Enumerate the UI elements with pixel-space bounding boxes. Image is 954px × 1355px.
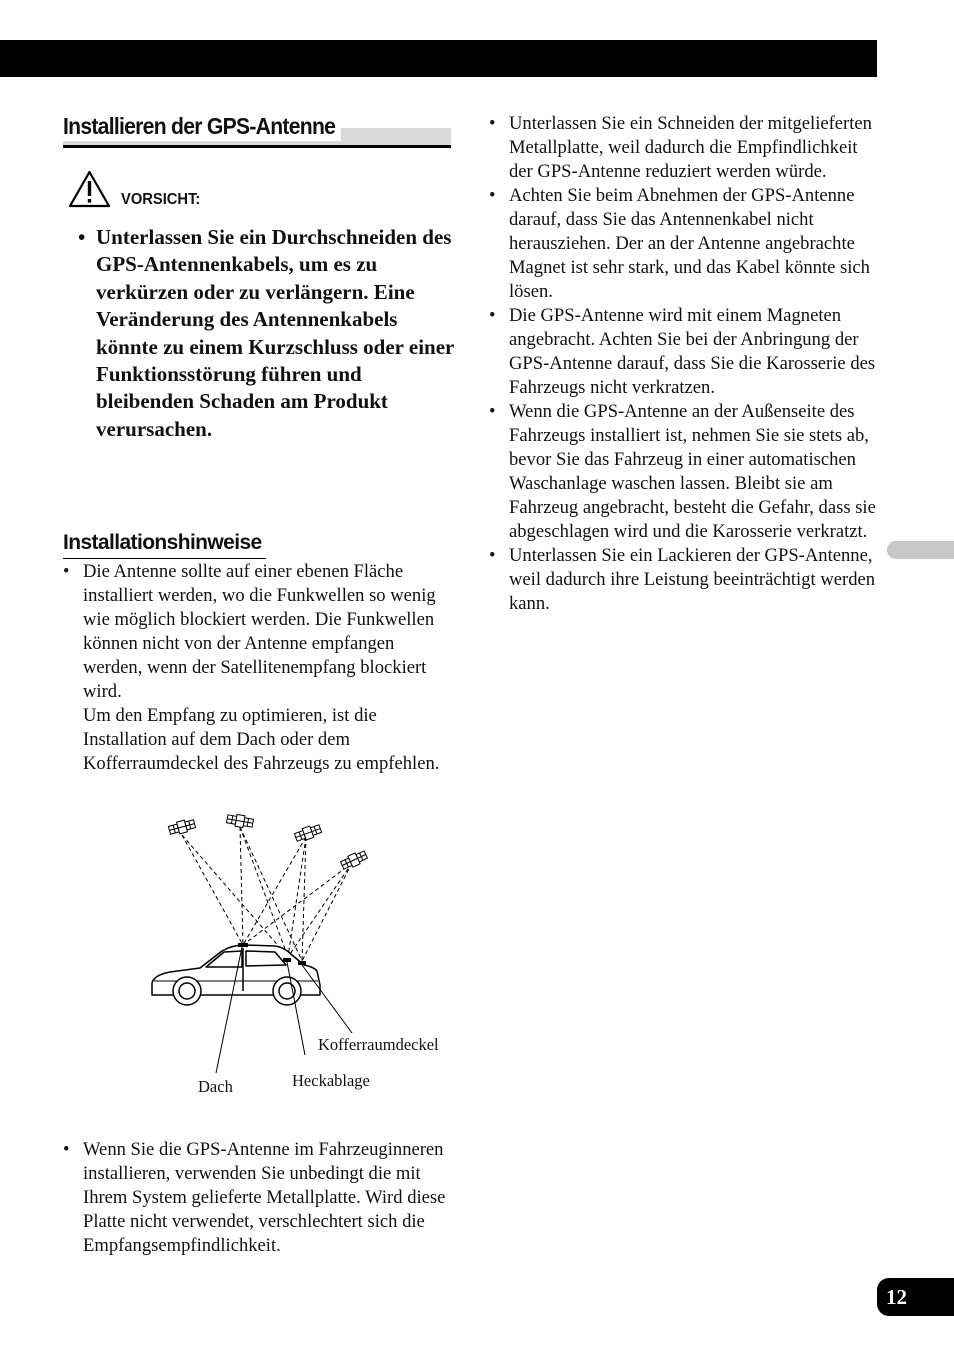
precaution-item: • Unterlassen Sie ein Lackieren der GPS-Antenne, weil dadurch ihre Leistung beeinträchtigt werden kann. — [489, 544, 881, 616]
car-satellite-illustration — [140, 805, 460, 1110]
caution-label: VORSICHT: — [121, 191, 201, 208]
label-trunk-lid: Kofferraumdeckel — [318, 1035, 439, 1054]
warning-triangle-icon — [68, 170, 111, 208]
label-roof: Dach — [198, 1077, 233, 1096]
caution-list — [78, 224, 458, 443]
antenna-placement-figure — [140, 805, 460, 1110]
label-rear-shelf: Heckablage — [292, 1071, 370, 1090]
caution-item: • Unterlassen Sie ein Durchschneiden des GPS-Antennenkabels, um es zu verkürzen oder zu verlängern. Eine Veränderung des Antennenkabels könnte zu einem Kurzschluss oder einer Funktionsstörung führen und bleibenden Schaden am Produkt verursachen. — [78, 224, 458, 443]
hint-item — [63, 560, 448, 776]
section-heading — [63, 110, 451, 148]
precaution-item: • Achten Sie beim Abnehmen der GPS-Antenne darauf, dass Sie das Antennenkabel nicht herausziehen. Der an der Antenne angebrachte Magnet ist sehr stark, und das Kabel könnte sich lösen. — [489, 184, 881, 304]
section-tab — [887, 541, 954, 559]
precaution-item: • Unterlassen Sie ein Schneiden der mitgelieferten Metallplatte, weil dadurch die Empfindlichkeit der GPS-Antenne reduziert werden würde. — [489, 112, 881, 184]
hints-list-top — [63, 560, 448, 776]
hints-list-bottom — [63, 1138, 453, 1258]
section-title: Installieren der GPS-Antenne — [63, 111, 341, 141]
hint-item-subtext: Um den Empfang zu optimieren, ist die Installation auf dem Dach oder dem Kofferraumdeckel des Fahrzeugs zu empfehlen. — [83, 705, 440, 774]
subsection-title: Installationshinweise — [63, 528, 266, 559]
precaution-item: • Die GPS-Antenne wird mit einem Magneten angebracht. Achten Sie bei der Anbringung der GPS-Antenne darauf, dass Sie die Karosserie des Fahrzeugs nicht verkratzen. — [489, 304, 881, 400]
hint-item: • Wenn Sie die GPS-Antenne im Fahrzeuginneren installieren, verwenden Sie unbedingt die mit Ihrem System gelieferte Metallplatte. Wird diese Platte nicht verwendet, verschlechtert sich die Empfangsempfindlichkeit. — [63, 1138, 453, 1258]
right-column-list — [489, 112, 881, 616]
header-bar — [0, 40, 877, 77]
hint-item-text: Die Antenne sollte auf einer ebenen Fläche installiert werden, wo die Funkwellen so wenig wie möglich blockiert werden. Die Funkwellen können nicht von der Antenne empfangen werden, wenn der Satellitenempfang blockiert wird. — [83, 561, 436, 702]
precaution-item: • Wenn die GPS-Antenne an der Außenseite des Fahrzeugs installiert ist, nehmen Sie sie stets ab, bevor Sie das Fahrzeug in einer automatischen Waschanlage waschen lassen. Bleibt sie am Fahrzeug angebracht, besteht die Gefahr, dass sie abgeschlagen wird und die Karosserie verkratzt. — [489, 400, 881, 544]
page-number: 12 — [877, 1278, 954, 1316]
